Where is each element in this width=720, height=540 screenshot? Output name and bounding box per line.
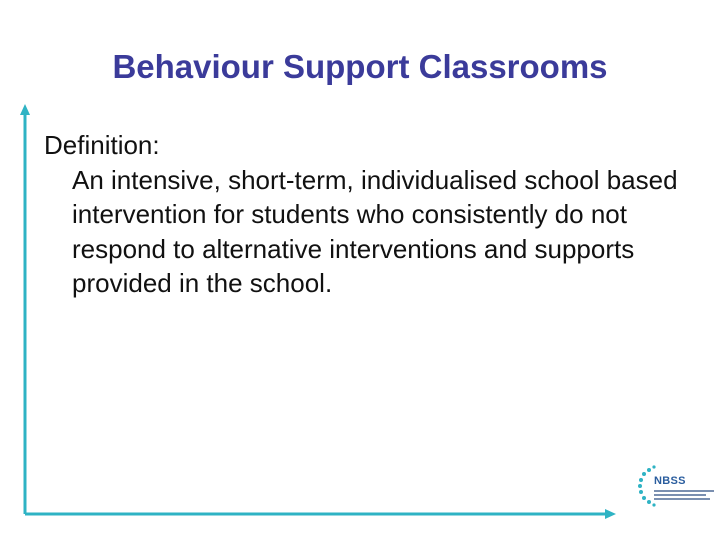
definition-text: An intensive, short-term, individualised school based intervention for students who consistently do not respond to alternative interventions and supports provided in the school.: [72, 164, 678, 298]
slide-body: [44, 128, 684, 301]
logo-tagline-line-1: [654, 490, 714, 492]
horizontal-axis-arrowhead: [605, 509, 616, 519]
logo-tagline-line-3: [654, 498, 710, 500]
vertical-axis-arrowhead: [20, 104, 30, 115]
slide-title: Behaviour Support Classrooms: [112, 48, 608, 85]
nbss-logo: [634, 462, 716, 512]
logo-wordmark: NBSS: [654, 475, 686, 487]
logo-tagline-line-2: [654, 494, 706, 496]
logo-dot-arc-icon: [634, 462, 656, 512]
definition-label: Definition:: [44, 130, 160, 160]
